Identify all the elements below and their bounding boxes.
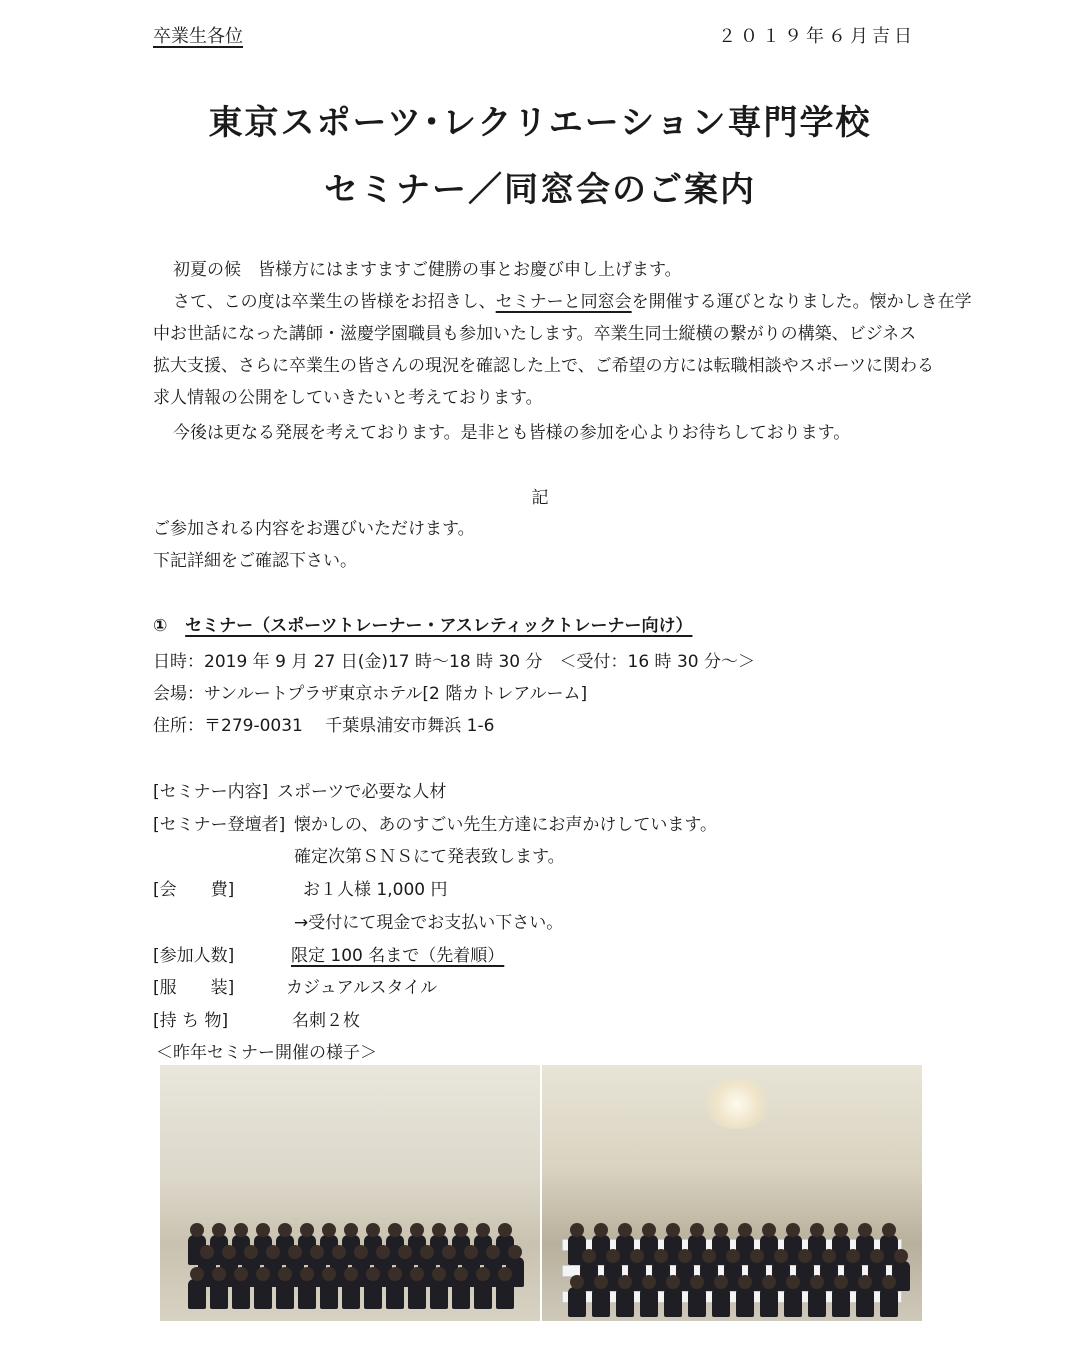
- issue-date: ２０１９年６月吉日: [718, 26, 916, 47]
- person-body: [210, 1279, 228, 1309]
- person-body: [188, 1279, 206, 1309]
- person-head: [256, 1267, 270, 1281]
- person-head: [498, 1267, 512, 1281]
- detail-speakers: [153, 810, 717, 835]
- person-head: [642, 1223, 656, 1237]
- person-head: [594, 1275, 608, 1289]
- person-body: [880, 1287, 898, 1317]
- person-head: [234, 1267, 248, 1281]
- seminar-photos: [160, 1065, 922, 1321]
- intro-line-1: 初夏の候 皆様方にはますますご健勝の事とお慶び申し上げます。: [173, 260, 682, 280]
- person-head: [454, 1267, 468, 1281]
- person-head: [310, 1245, 324, 1259]
- person-body: [592, 1287, 610, 1317]
- seminar-hall-photo: [542, 1065, 922, 1321]
- person-body: [452, 1279, 470, 1309]
- person-head: [420, 1245, 434, 1259]
- person-head: [212, 1267, 226, 1281]
- person-head: [344, 1267, 358, 1281]
- person-head: [618, 1275, 632, 1289]
- person-head: [834, 1275, 848, 1289]
- intro-line-2: [153, 287, 972, 312]
- intro-line-2-pre: さて、この度は卒業生の皆様をお招きし、: [173, 292, 496, 312]
- content-value: スポーツで必要な人材: [277, 782, 447, 802]
- person-head: [774, 1249, 788, 1263]
- person-head: [642, 1275, 656, 1289]
- person-body: [832, 1287, 850, 1317]
- intro-seminar-reunion: セミナーと同窓会: [495, 292, 632, 312]
- group-attendees: [180, 1223, 520, 1303]
- person-head: [666, 1275, 680, 1289]
- person-head: [508, 1245, 522, 1259]
- detail-fee: [153, 875, 448, 900]
- person-head: [332, 1245, 346, 1259]
- person-head: [388, 1267, 402, 1281]
- person-body: [760, 1287, 778, 1317]
- person-head: [870, 1249, 884, 1263]
- person-head: [432, 1267, 446, 1281]
- speakers-value-2: 確定次第ＳＮＳにて発表致します。: [294, 847, 565, 867]
- person-head: [882, 1275, 896, 1289]
- items-label: [持 ち 物]: [153, 1011, 229, 1031]
- person-body: [298, 1279, 316, 1309]
- person-head: [594, 1223, 608, 1237]
- person-head: [738, 1275, 752, 1289]
- table: [562, 1291, 902, 1303]
- person-head: [666, 1223, 680, 1237]
- person-head: [762, 1275, 776, 1289]
- person-head: [300, 1267, 314, 1281]
- person-head: [882, 1223, 896, 1237]
- person-head: [288, 1245, 302, 1259]
- section-1-number: ①: [153, 616, 168, 636]
- speakers-value: 懐かしの、あのすごい先生方達にお声かけしています。: [294, 815, 717, 835]
- person-body: [640, 1287, 658, 1317]
- person-head: [410, 1267, 424, 1281]
- person-body: [254, 1279, 272, 1309]
- event-title: セミナー／同窓会のご案内: [324, 170, 756, 210]
- person-head: [300, 1223, 314, 1237]
- person-head: [786, 1223, 800, 1237]
- person-head: [690, 1275, 704, 1289]
- dress-label: [服 装]: [153, 978, 235, 998]
- person-head: [498, 1223, 512, 1237]
- person-head: [810, 1275, 824, 1289]
- person-head: [454, 1223, 468, 1237]
- person-head: [798, 1249, 812, 1263]
- content-label: [セミナー内容]: [153, 782, 269, 802]
- intro-line-4: 拡大支援、さらに卒業生の皆さんの現況を確認した上で、ご希望の方には転職相談やスポーツに関わる: [153, 356, 934, 376]
- person-head: [570, 1223, 584, 1237]
- person-body: [474, 1279, 492, 1309]
- person-body: [430, 1279, 448, 1309]
- person-body: [784, 1287, 802, 1317]
- fee-value-2: →受付にて現金でお支払い下さい。: [294, 913, 564, 933]
- addressee: 卒業生各位: [153, 26, 243, 47]
- person-body: [496, 1279, 514, 1309]
- person-body: [616, 1287, 634, 1317]
- person-head: [200, 1245, 214, 1259]
- detail-capacity: [153, 941, 505, 966]
- section-1-heading: [153, 611, 692, 636]
- person-head: [750, 1249, 764, 1263]
- event-venue: 会場：サンルートプラザ東京ホテル[2 階カトレアルーム]: [153, 684, 588, 704]
- ki-mark: 記: [531, 488, 549, 508]
- seated-attendees: [562, 1223, 902, 1303]
- intro-line-3: 中お世話になった講師・滋慶学園職員も参加いたします。卒業生同士縦横の繋がりの構築、ビジネス: [153, 324, 917, 344]
- items-value: 名刺２枚: [292, 1011, 360, 1031]
- person-head: [322, 1223, 336, 1237]
- intro-line-5: 求人情報の公開をしていきたいと考えております。: [153, 388, 543, 408]
- person-head: [244, 1245, 258, 1259]
- intro-line-2-post: を開催する運びとなりました。懐かしき在学: [631, 292, 972, 312]
- person-head: [630, 1249, 644, 1263]
- fee-label: [会 費]: [153, 880, 235, 900]
- person-head: [834, 1223, 848, 1237]
- person-body: [688, 1287, 706, 1317]
- fee-value: お１人様 1,000 円: [303, 880, 448, 900]
- person-head: [726, 1249, 740, 1263]
- person-head: [654, 1249, 668, 1263]
- person-head: [442, 1245, 456, 1259]
- person-head: [410, 1223, 424, 1237]
- capacity-value: 限定 100 名まで（先着順）: [291, 946, 505, 966]
- person-body: [568, 1287, 586, 1317]
- person-head: [714, 1275, 728, 1289]
- event-datetime: 日時：2019 年 9 月 27 日(金)17 時～18 時 30 分 ＜受付：16 時 30 分～＞: [153, 652, 755, 672]
- person-head: [190, 1223, 204, 1237]
- person-body: [892, 1261, 910, 1291]
- person-head: [618, 1223, 632, 1237]
- person-body: [808, 1287, 826, 1317]
- person-body: [276, 1279, 294, 1309]
- person-head: [354, 1245, 368, 1259]
- person-head: [714, 1223, 728, 1237]
- person-body: [856, 1287, 874, 1317]
- person-head: [266, 1245, 280, 1259]
- person-head: [344, 1223, 358, 1237]
- person-head: [476, 1267, 490, 1281]
- event-address: 住所：〒279-0031 千葉県浦安市舞浜 1-6: [153, 716, 495, 736]
- person-body: [386, 1279, 404, 1309]
- person-body: [736, 1287, 754, 1317]
- section-1-title: セミナー（スポーツトレーナー・アスレティックトレーナー向け）: [185, 616, 693, 636]
- school-title: 東京スポーツ･レクリエーション専門学校: [208, 103, 872, 143]
- intro-line-6: 今後は更なる発展を考えております。是非とも皆様の参加を心よりお待ちしております。: [173, 423, 851, 443]
- person-body: [320, 1279, 338, 1309]
- note-choose: ご参加される内容をお選びいただけます。: [153, 519, 475, 539]
- person-head: [222, 1245, 236, 1259]
- person-head: [762, 1223, 776, 1237]
- detail-dress: [153, 973, 438, 998]
- capacity-label: [参加人数]: [153, 946, 235, 966]
- person-head: [234, 1223, 248, 1237]
- person-head: [212, 1223, 226, 1237]
- person-head: [398, 1245, 412, 1259]
- dress-value: カジュアルスタイル: [286, 978, 438, 998]
- person-head: [388, 1223, 402, 1237]
- detail-content: [153, 777, 447, 802]
- note-confirm: 下記詳細をご確認下さい。: [153, 551, 357, 571]
- person-head: [376, 1245, 390, 1259]
- detail-items: [153, 1006, 360, 1031]
- group-photo: [160, 1065, 540, 1321]
- person-head: [366, 1223, 380, 1237]
- person-head: [278, 1267, 292, 1281]
- person-head: [786, 1275, 800, 1289]
- person-body: [664, 1287, 682, 1317]
- person-head: [476, 1223, 490, 1237]
- person-head: [366, 1267, 380, 1281]
- person-body: [712, 1287, 730, 1317]
- person-head: [486, 1245, 500, 1259]
- person-body: [232, 1279, 250, 1309]
- person-head: [738, 1223, 752, 1237]
- person-head: [278, 1223, 292, 1237]
- person-head: [810, 1223, 824, 1237]
- person-head: [582, 1249, 596, 1263]
- person-head: [822, 1249, 836, 1263]
- person-head: [690, 1223, 704, 1237]
- person-body: [342, 1279, 360, 1309]
- person-head: [256, 1223, 270, 1237]
- person-head: [846, 1249, 860, 1263]
- person-head: [858, 1223, 872, 1237]
- person-head: [858, 1275, 872, 1289]
- speakers-label: [セミナー登壇者]: [153, 815, 286, 835]
- person-head: [464, 1245, 478, 1259]
- person-head: [678, 1249, 692, 1263]
- person-head: [702, 1249, 716, 1263]
- person-head: [432, 1223, 446, 1237]
- person-body: [364, 1279, 382, 1309]
- person-head: [606, 1249, 620, 1263]
- person-head: [190, 1267, 204, 1281]
- photos-caption: ＜昨年セミナー開催の様子＞: [156, 1043, 377, 1063]
- person-body: [408, 1279, 426, 1309]
- chandelier: [702, 1079, 772, 1129]
- person-head: [894, 1249, 908, 1263]
- person-head: [322, 1267, 336, 1281]
- person-head: [570, 1275, 584, 1289]
